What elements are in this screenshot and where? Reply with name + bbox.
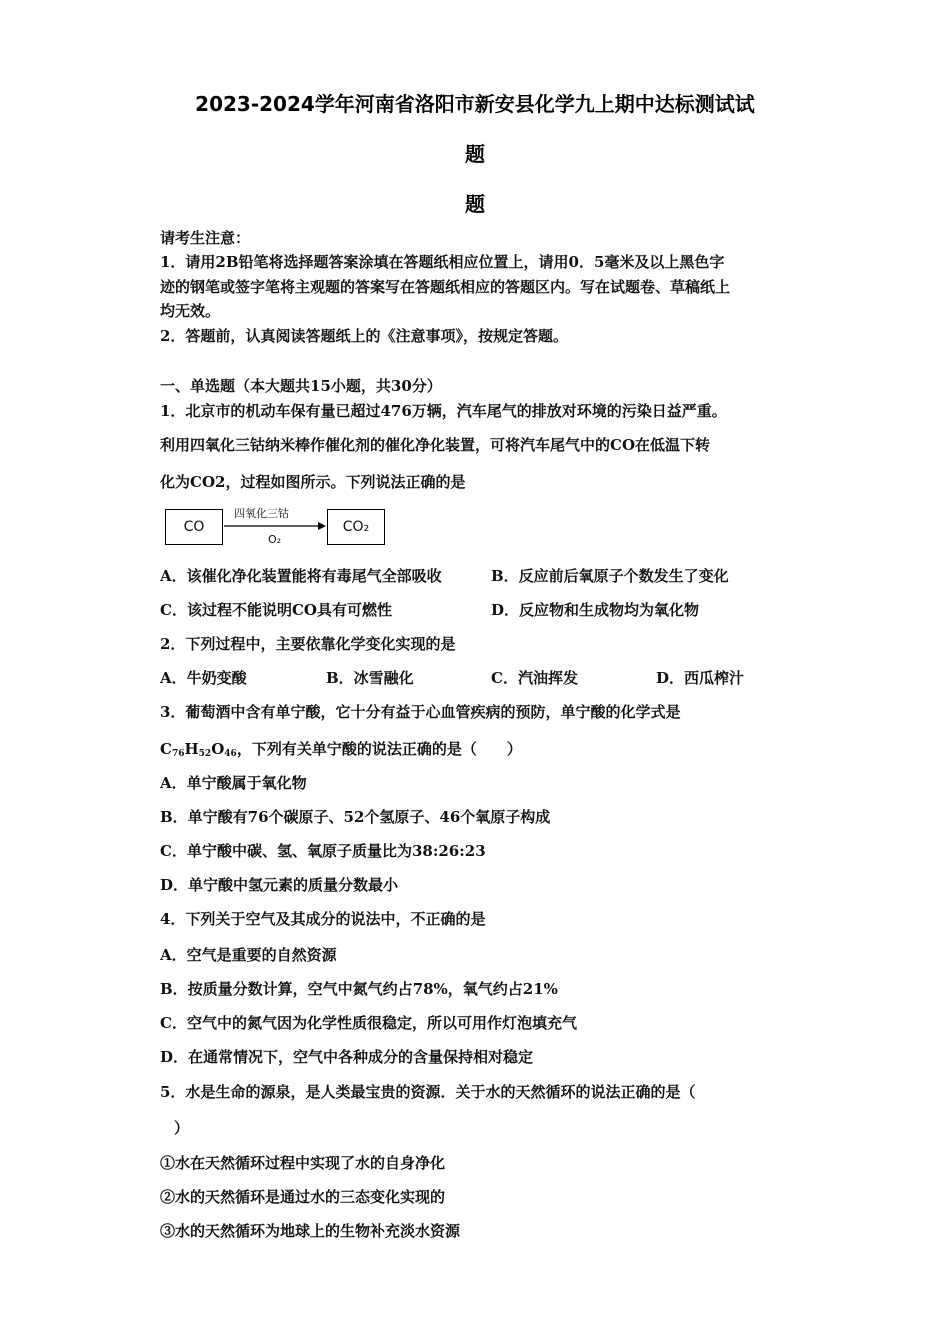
q3-formula-o: O (211, 740, 225, 758)
q2-option-a: A．牛奶变酸 (160, 669, 247, 687)
q4-option-a: A．空气是重要的自然资源 (160, 946, 337, 964)
diagram-co2-box: CO₂ (327, 509, 385, 545)
diagram-arrow (222, 520, 328, 532)
q1-line1: 1．北京市的机动车保有量已超过476万辆，汽车尾气的排放对环境的污染日益严重。 (160, 402, 727, 420)
q3-formula-h: H (184, 740, 199, 758)
diagram-oxygen-label: O₂ (268, 533, 282, 546)
diagram-co-box: CO (165, 509, 223, 545)
exam-title-line2: 题 (465, 142, 485, 166)
q3-sub-h: 52 (198, 749, 212, 759)
q3-option-d: D．单宁酸中氢元素的质量分数最小 (160, 876, 399, 894)
q5-statement-2: ②水的天然循环是通过水的三态变化实现的 (160, 1188, 446, 1206)
q3-option-c: C．单宁酸中碳、氢、氧原子质量比为38:26:23 (160, 842, 486, 860)
q1-option-a: A．该催化净化装置能将有毒尾气全部吸收 (160, 567, 442, 585)
notice-item2: 2．答题前，认真阅读答题纸上的《注意事项》，按规定答题。 (160, 327, 568, 345)
q3-line2 (160, 739, 522, 764)
q5-statement-1: ①水在天然循环过程中实现了水的自身净化 (160, 1154, 446, 1172)
q2-option-d: D．西瓜榨汁 (656, 669, 745, 687)
notice-item1-line1: 1．请用2B铅笔将选择题答案涂填在答题纸相应位置上，请用0．5毫米及以上黑色字 (160, 253, 725, 271)
q2-option-b: B．冰雪融化 (326, 669, 414, 687)
q3-sub-o: 46 (224, 749, 237, 759)
notice-item1-line3: 均无效。 (160, 302, 221, 320)
q2-option-c: C．汽油挥发 (491, 669, 578, 687)
notice-item1-line2: 迹的钢笔或签字笔将主观题的答案写在答题纸相应的答题区内。写在试题卷、草稿纸上 (160, 278, 731, 296)
exam-title-line1: 2023-2024学年河南省洛阳市新安县化学九上期中达标测试试 (195, 92, 755, 116)
q4-option-b: B．按质量分数计算，空气中氮气约占78%，氧气约占21% (160, 980, 558, 998)
q4-option-c: C．空气中的氮气因为化学性质很稳定，所以可用作灯泡填充气 (160, 1014, 577, 1032)
q5-line1: 5．水是生命的源泉，是人类最宝贵的资源．关于水的天然循环的说法正确的是（ (160, 1083, 696, 1101)
q3-sub-c: 76 (171, 749, 185, 759)
q1-line2: 利用四氧化三钴纳米棒作催化剂的催化净化装置，可将汽车尾气中的CO在低温下转 (160, 436, 711, 454)
section-heading: 一、单选题（本大题共15小题，共30分） (160, 377, 442, 395)
q3-line2-rest: ，下列有关单宁酸的说法正确的是（ ） (236, 740, 522, 758)
exam-title-line3: 题 (465, 192, 485, 216)
q4-option-d: D．在通常情况下，空气中各种成分的含量保持相对稳定 (160, 1048, 534, 1066)
q1-option-d: D．反应物和生成物均为氧化物 (491, 601, 700, 619)
q1-option-c: C．该过程不能说明CO具有可燃性 (160, 601, 392, 619)
q3-formula-c: C (160, 740, 172, 758)
q4-stem: 4．下列关于空气及其成分的说法中，不正确的是 (160, 910, 486, 928)
q1-line3: 化为CO2，过程如图所示。下列说法正确的是 (160, 473, 466, 491)
q3-option-a: A．单宁酸属于氧化物 (160, 774, 307, 792)
q5-statement-3: ③水的天然循环为地球上的生物补充淡水资源 (160, 1222, 461, 1240)
q3-option-b: B．单宁酸有76个碳原子、52个氢原子、46个氧原子构成 (160, 808, 551, 826)
q1-option-b: B．反应前后氧原子个数发生了变化 (491, 567, 729, 585)
q5-line2: ） (174, 1119, 190, 1137)
q2-stem: 2．下列过程中，主要依靠化学变化实现的是 (160, 635, 456, 653)
diagram-catalyst-label: 四氧化三钴 (234, 507, 289, 520)
q3-line1: 3．葡萄酒中含有单宁酸，它十分有益于心血管疾病的预防，单宁酸的化学式是 (160, 703, 681, 721)
notice-heading: 请考生注意： (160, 229, 251, 247)
